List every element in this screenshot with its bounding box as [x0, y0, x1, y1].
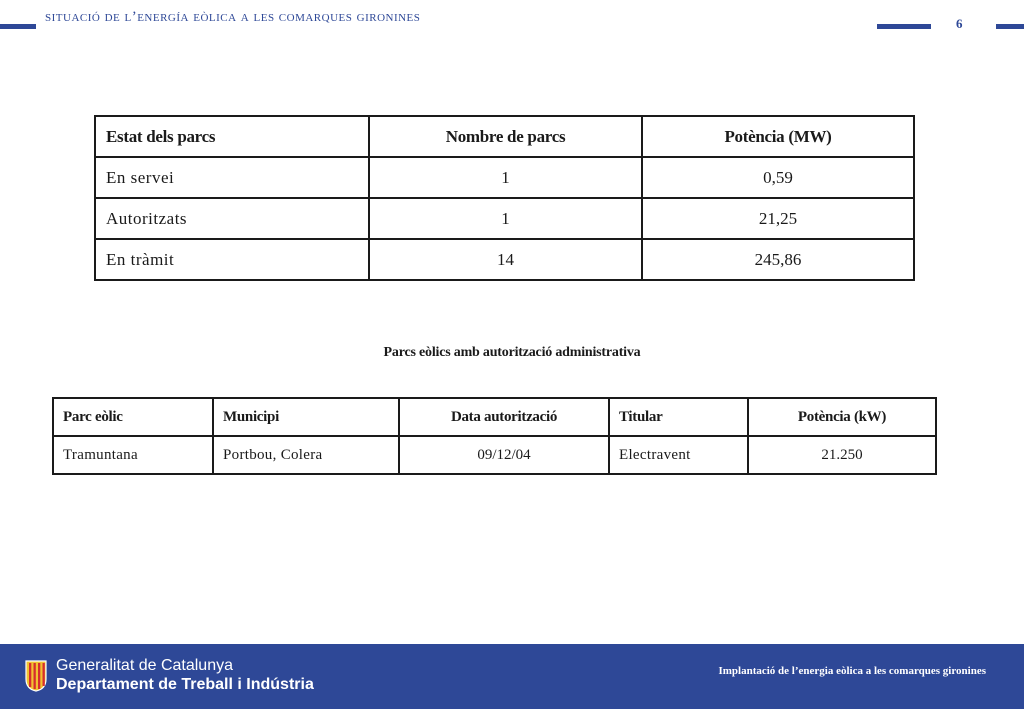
table-header-row: [53, 398, 936, 436]
table-cell: 21,25: [642, 198, 914, 239]
organization-name: Generalitat de Catalunya: [56, 657, 233, 674]
table-row: [95, 198, 914, 239]
table-header-cell: Estat dels parcs: [95, 116, 369, 157]
table-header-cell: Titular: [609, 398, 748, 436]
authorized-parks-table: [52, 397, 937, 475]
table-header-cell: Parc eòlic: [53, 398, 213, 436]
table-cell: Tramuntana: [53, 436, 213, 474]
table-cell: 245,86: [642, 239, 914, 280]
table-header-cell: Potència (kW): [748, 398, 936, 436]
table-header-cell: Nombre de parcs: [369, 116, 642, 157]
table-cell: Autoritzats: [95, 198, 369, 239]
footer-document-title: Implantació de l’energia eòlica a les comarques gironines: [718, 665, 986, 677]
table-header-cell: Data autorització: [399, 398, 609, 436]
table-cell: 0,59: [642, 157, 914, 198]
table-cell: 1: [369, 157, 642, 198]
table-cell: 09/12/04: [399, 436, 609, 474]
table-cell: Portbou, Colera: [213, 436, 399, 474]
table-cell: 14: [369, 239, 642, 280]
table-cell: 21.250: [748, 436, 936, 474]
header-decor-bar-middle: [877, 24, 931, 29]
table-header-cell: Potència (MW): [642, 116, 914, 157]
generalitat-logo-icon: [24, 660, 48, 692]
table-row: [53, 436, 936, 474]
footer-bar: [0, 644, 1024, 709]
table-cell: 1: [369, 198, 642, 239]
page-number: 6: [956, 16, 963, 31]
slide-title: situació de l’energía eòlica a les comarques gironines: [45, 9, 421, 25]
table-row: [95, 239, 914, 280]
table-cell: En tràmit: [95, 239, 369, 280]
table-cell: Electravent: [609, 436, 748, 474]
table-cell: En servei: [95, 157, 369, 198]
table-header-cell: Municipi: [213, 398, 399, 436]
table-header-row: [95, 116, 914, 157]
department-name: Departament de Treball i Indústria: [56, 676, 314, 693]
section-caption: Parcs eòlics amb autorització administrativa: [383, 345, 641, 360]
header-decor-bar-right: [996, 24, 1024, 29]
header-decor-bar-left: [0, 24, 36, 29]
table-row: [95, 157, 914, 198]
parks-status-table: [94, 115, 915, 281]
